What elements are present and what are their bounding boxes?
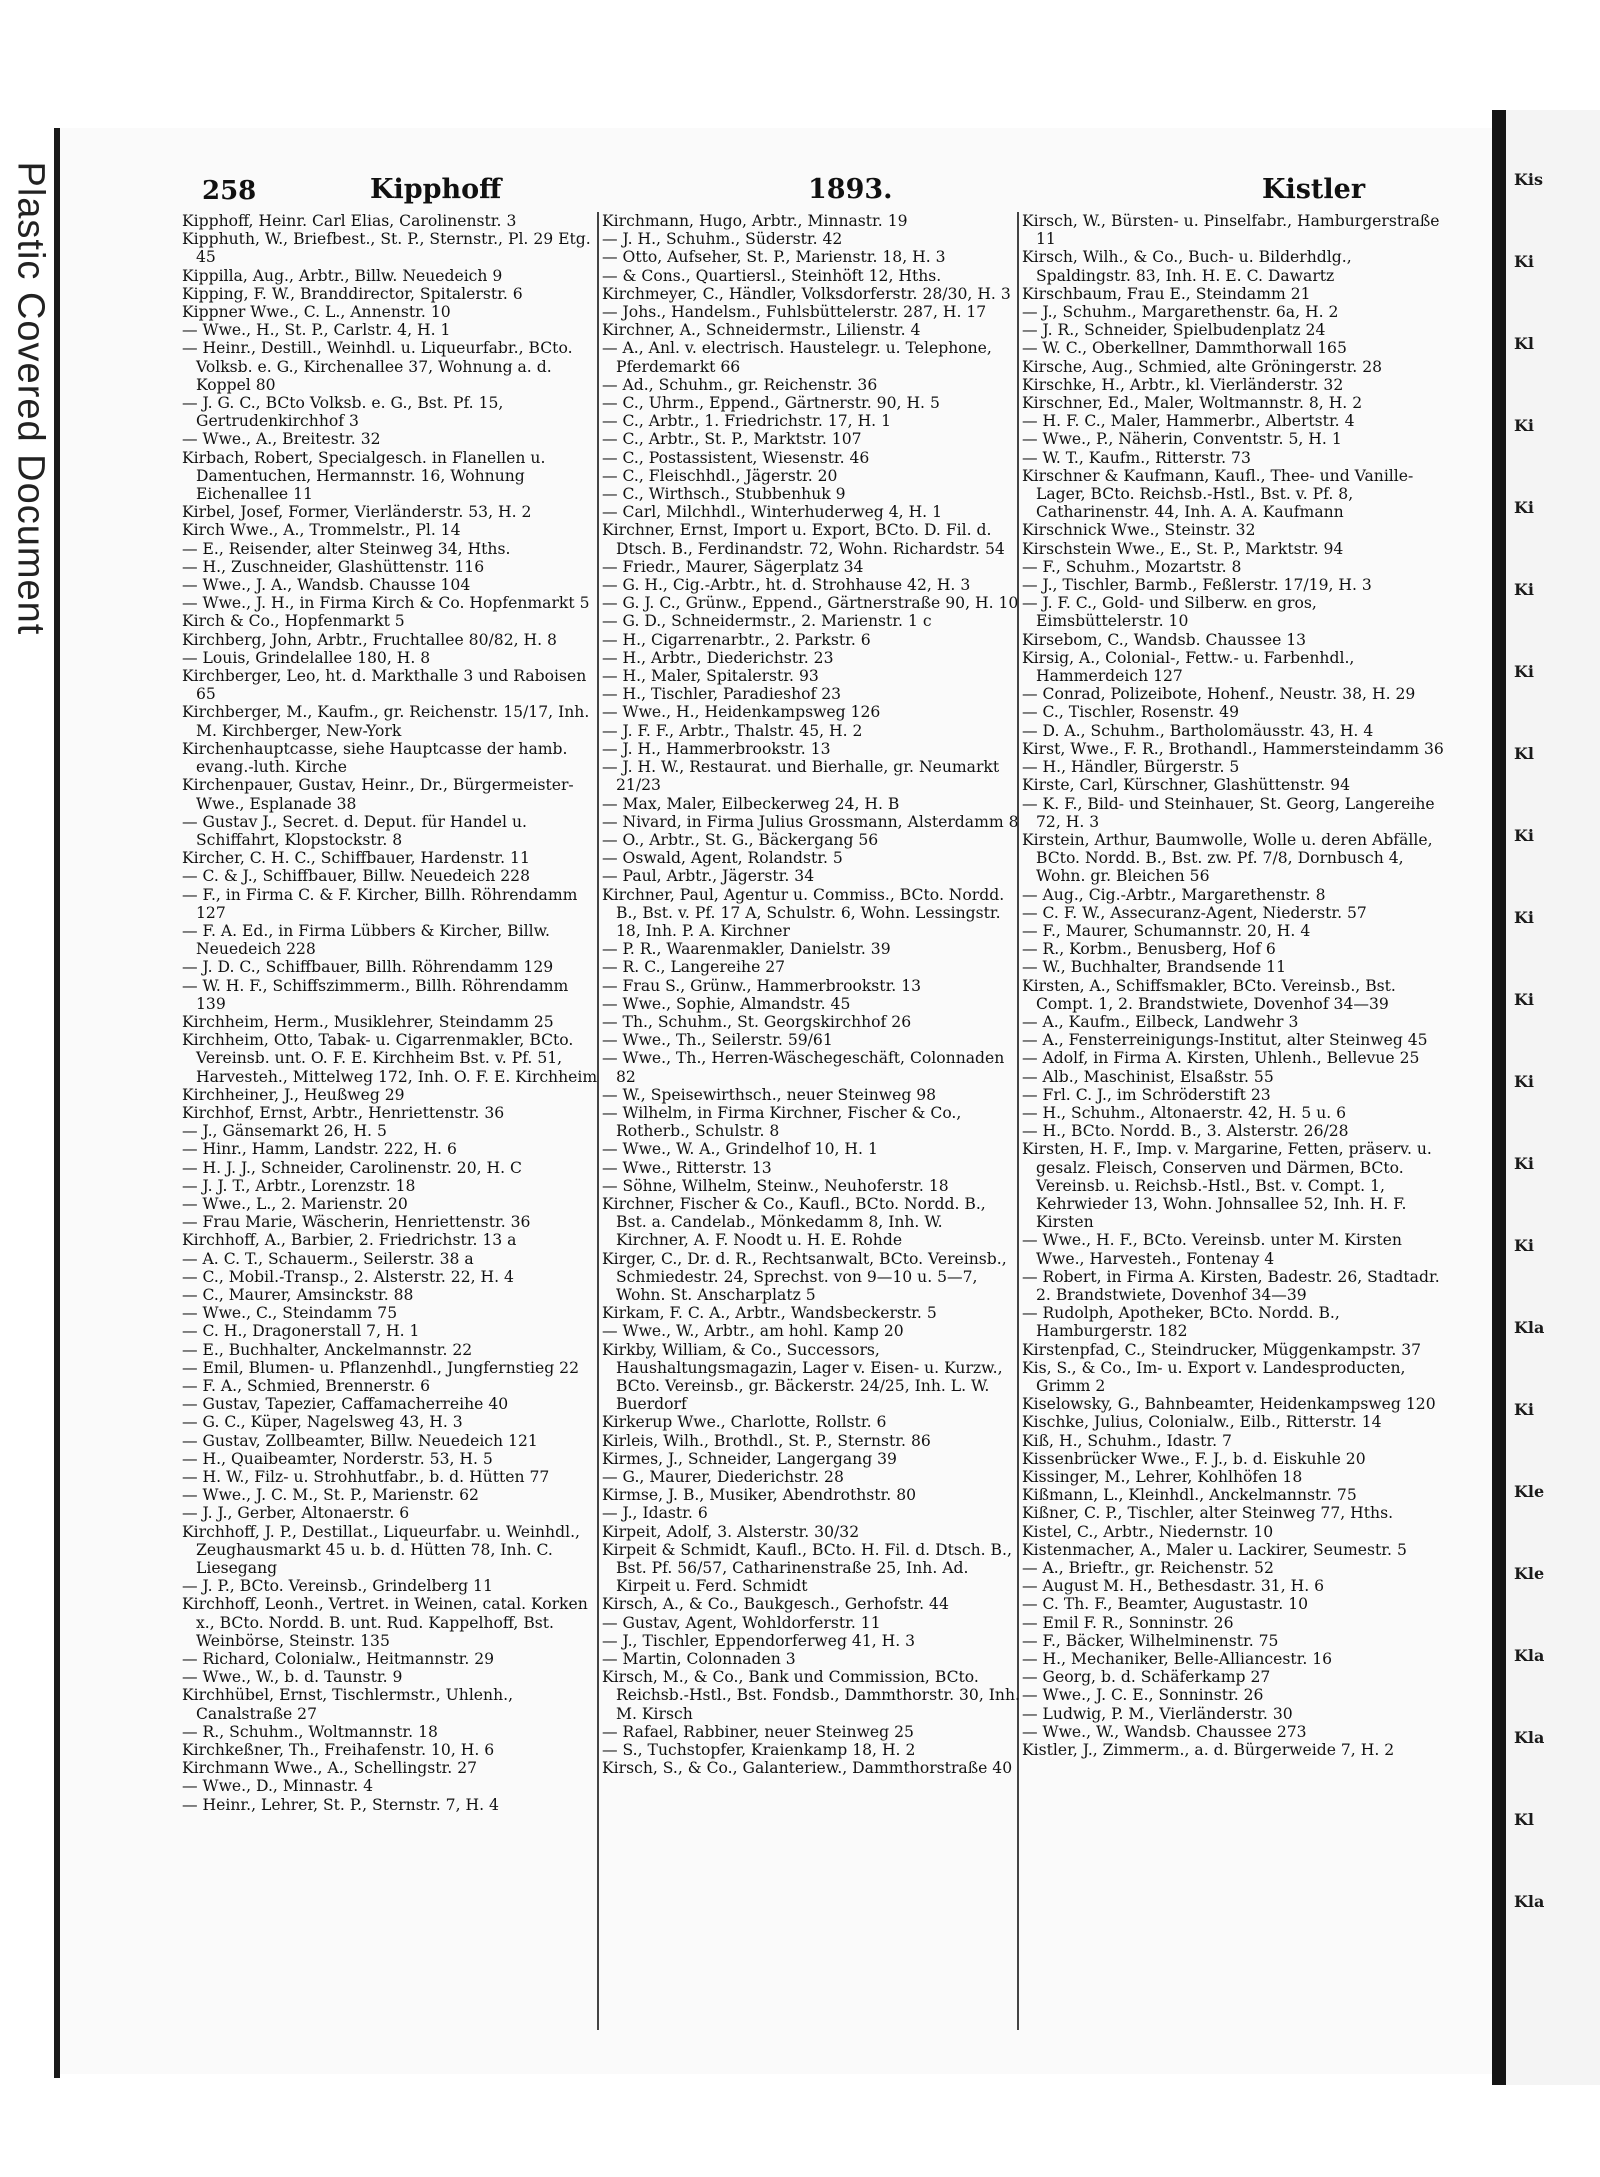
directory-entry: Kiselowsky, G., Bahnbeamter, Heidenkampsweg 120 bbox=[1022, 1395, 1436, 1414]
directory-entry: — J. F. C., Gold- und Silberw. en gros, Eimsbüttelerstr. 10 bbox=[1022, 594, 1317, 631]
directory-entry: Kistel, C., Arbtr., Niedernstr. 10 bbox=[1022, 1522, 1274, 1541]
adjacent-page-text: Ki bbox=[1514, 990, 1534, 1009]
directory-entry: — K. F., Bild- und Steinhauer, St. Georg, Langereihe 72, H. 3 bbox=[1022, 794, 1435, 831]
header-right-word: Kistler bbox=[1262, 174, 1366, 205]
directory-entry: — A., Anl. v. electrisch. Haustelegr. u. Telephone, Pferdemarkt 66 bbox=[602, 339, 992, 376]
directory-entry: — C., Fleischhdl., Jägerstr. 20 bbox=[602, 466, 838, 485]
directory-entry: — C., Arbtr., St. P., Marktstr. 107 bbox=[602, 430, 862, 449]
directory-entry: — Martin, Colonnaden 3 bbox=[602, 1650, 796, 1669]
adjacent-page-text: Kl bbox=[1514, 744, 1534, 763]
directory-entry: — Wwe., Th., Seilerstr. 59/61 bbox=[602, 1031, 833, 1050]
directory-entry: Kirpeit & Schmidt, Kaufl., BCto. H. Fil. d. Dtsch. B., Bst. Pf. 56/57, Catharinenstraße 25, Inh. Ad. Kirpeit u. Ferd. Schmidt bbox=[602, 1540, 1012, 1596]
directory-entry: Kirschke, H., Arbtr., kl. Vierländerstr. 32 bbox=[1022, 375, 1344, 394]
directory-entry: — R., Korbm., Benusberg, Hof 6 bbox=[1022, 940, 1276, 959]
directory-entry: — J., Gänsemarkt 26, H. 5 bbox=[182, 1122, 387, 1141]
directory-entry: — H., Zuschneider, Glashüttenstr. 116 bbox=[182, 557, 485, 576]
page-gutter bbox=[1492, 110, 1506, 2085]
directory-entry: Kirchmeyer, C., Händler, Volksdorferstr. 28/30, H. 3 bbox=[602, 284, 1011, 303]
header-year: 1893. bbox=[808, 174, 893, 205]
directory-entry: — Rudolph, Apotheker, BCto. Nordd. B., Hamburgerstr. 182 bbox=[1022, 1304, 1340, 1341]
directory-entry: — Wwe., Th., Herren-Wäschegeschäft, Colonnaden 82 bbox=[602, 1049, 1005, 1086]
adjacent-page-text: Kla bbox=[1514, 1892, 1545, 1911]
directory-entry: — Emil, Blumen- u. Pflanzenhdl., Jungfernstieg 22 bbox=[182, 1358, 580, 1377]
directory-entry: — C. F. W., Assecuranz-Agent, Niederstr. 57 bbox=[1022, 903, 1367, 922]
directory-entry: — Wwe., D., Minnastr. 4 bbox=[182, 1777, 374, 1796]
directory-entry: Kirstein, Arthur, Baumwolle, Wolle u. deren Abfälle, BCto. Nordd. B., Bst. zw. Pf. 7/8, Dornbusch 4, Wohn. gr. Bleichen 56 bbox=[1022, 830, 1433, 886]
directory-entry: — J., Idastr. 6 bbox=[602, 1504, 708, 1523]
page-header bbox=[100, 174, 1480, 214]
directory-entry: Kirchberg, John, Arbtr., Fruchtallee 80/82, H. 8 bbox=[182, 630, 557, 649]
directory-entry: Kipping, F. W., Branddirector, Spitalerstr. 6 bbox=[182, 284, 523, 303]
directory-entry: — Johs., Handelsm., Fuhlsbüttelerstr. 287, H. 17 bbox=[602, 303, 987, 322]
directory-entry: — Paul, Arbtr., Jägerstr. 34 bbox=[602, 867, 815, 886]
directory-entry: — C., Wirthsch., Stubbenhuk 9 bbox=[602, 485, 846, 504]
directory-entry: — A., Kaufm., Eilbeck, Landwehr 3 bbox=[1022, 1012, 1299, 1031]
directory-entry: — H., Tischler, Paradieshof 23 bbox=[602, 685, 842, 704]
directory-entry: — W. C., Oberkellner, Dammthorwall 165 bbox=[1022, 339, 1347, 358]
directory-entry: — C., Uhrm., Eppend., Gärtnerstr. 90, H. 5 bbox=[602, 394, 940, 413]
directory-entry: Kirchner, Fischer & Co., Kaufl., BCto. Nordd. B., Bst. a. Candelab., Mönkedamm 8, Inh. W. Kirchner, A. F. Noodt u. H. E. Rohde bbox=[602, 1194, 986, 1250]
directory-entry: — H., BCto. Nordd. B., 3. Alsterstr. 26/28 bbox=[1022, 1122, 1349, 1141]
directory-entry: Kircher, C. H. C., Schiffbauer, Hardenstr. 11 bbox=[182, 849, 530, 868]
directory-entry: — Wwe., Sophie, Almandstr. 45 bbox=[602, 994, 851, 1013]
directory-entry: — A., Brieftr., gr. Reichenstr. 52 bbox=[1022, 1559, 1274, 1578]
directory-entry: Kirbel, Josef, Former, Vierländerstr. 53, H. 2 bbox=[182, 503, 532, 522]
directory-entry: Kirschner & Kaufmann, Kaufl., Thee- und Vanille-Lager, BCto. Reichsb.-Hstl., Bst. v. Pf. 8, Catharinenstr. 44, Inh. A. A. Kaufmann bbox=[1022, 466, 1414, 522]
directory-entry: Kirch & Co., Hopfenmarkt 5 bbox=[182, 612, 405, 631]
directory-entry: Kirschstein Wwe., E., St. P., Marktstr. 94 bbox=[1022, 539, 1344, 558]
directory-entry: — Nivard, in Firma Julius Grossmann, Alsterdamm 8 bbox=[602, 812, 1019, 831]
directory-entry: Kissenbrücker Wwe., F. J., b. d. Eiskuhle 20 bbox=[1022, 1449, 1366, 1468]
directory-entry: — W., Buchhalter, Brandsende 11 bbox=[1022, 958, 1286, 977]
adjacent-page-text: Kl bbox=[1514, 1810, 1534, 1829]
scanner-margin bbox=[0, 0, 58, 2177]
directory-entry: — G., Maurer, Diederichstr. 28 bbox=[602, 1468, 844, 1487]
directory-entry: Kirkby, William, & Co., Successors, Haushaltungsmagazin, Lager v. Eisen- u. Kurzw., BCto. Vereinsb., gr. Bäckerstr. 24/25, Inh. L. W. Buerdorf bbox=[602, 1340, 1003, 1414]
directory-entry: Kirmse, J. B., Musiker, Abendrothstr. 80 bbox=[602, 1486, 917, 1505]
directory-entry: — Oswald, Agent, Rolandstr. 5 bbox=[602, 849, 843, 868]
directory-entry: — Rafael, Rabbiner, neuer Steinweg 25 bbox=[602, 1722, 914, 1741]
directory-column-2 bbox=[602, 212, 1020, 1777]
directory-entry: — Gustav J., Secret. d. Deput. für Handel u. Schiffahrt, Klopstockstr. 8 bbox=[182, 812, 527, 849]
directory-entry: — Georg, b. d. Schäferkamp 27 bbox=[1022, 1668, 1271, 1687]
directory-entry: — P. R., Waarenmakler, Danielstr. 39 bbox=[602, 940, 891, 959]
directory-entry: Kipphuth, W., Briefbest., St. P., Sternstr., Pl. 29 Etg. 45 bbox=[182, 230, 591, 267]
directory-entry: Kirsch, Wilh., & Co., Buch- u. Bilderhdlg., Spaldingstr. 83, Inh. H. E. C. Dawartz bbox=[1022, 248, 1352, 285]
adjacent-page-text: Kis bbox=[1514, 170, 1543, 189]
directory-entry: — J. H., Hammerbrookstr. 13 bbox=[602, 739, 831, 758]
directory-entry: — H., Maler, Spitalerstr. 93 bbox=[602, 667, 819, 686]
directory-entry: Kirsch, S., & Co., Galanteriew., Dammthorstraße 40 bbox=[602, 1759, 1013, 1778]
directory-entry: — Carl, Milchhdl., Winterhuderweg 4, H. 1 bbox=[602, 503, 943, 522]
directory-entry: — Wwe., P., Näherin, Conventstr. 5, H. 1 bbox=[1022, 430, 1342, 449]
directory-entry: — Ad., Schuhm., gr. Reichenstr. 36 bbox=[602, 375, 878, 394]
directory-entry: Kirchhoff, Leonh., Vertret. in Weinen, catal. Korken x., BCto. Nordd. B. unt. Rud. Kappelhoff, Bst. Weinbörse, Steinstr. 135 bbox=[182, 1595, 588, 1650]
directory-entry: — C., Postassistent, Wiesenstr. 46 bbox=[602, 448, 870, 467]
directory-entry: — H., Mechaniker, Belle-Alliancestr. 16 bbox=[1022, 1650, 1333, 1669]
directory-entry: — Wwe., A., Breitestr. 32 bbox=[182, 430, 381, 449]
adjacent-page-text: Ki bbox=[1514, 662, 1534, 681]
directory-entry: Kirkerup Wwe., Charlotte, Rollstr. 6 bbox=[602, 1413, 887, 1432]
directory-entry: Kirchheim, Otto, Tabak- u. Cigarrenmakler, BCto. Vereinsb. unt. O. F. E. Kirchheim Bst. v. Pf. 51, Harvesteh., Mittelweg 172, Inh. O. F. E. Kirchheim bbox=[182, 1031, 598, 1086]
directory-entry: — Wwe., C., Steindamm 75 bbox=[182, 1304, 398, 1323]
directory-entry: — C., Arbtr., 1. Friedrichstr. 17, H. 1 bbox=[602, 412, 892, 431]
directory-entry: — G. D., Schneidermstr., 2. Marienstr. 1 c bbox=[602, 612, 932, 631]
directory-entry: Kirschner, Ed., Maler, Woltmannstr. 8, H. 2 bbox=[1022, 394, 1363, 413]
directory-entry: Kirchenhauptcasse, siehe Hauptcasse der hamb. evang.-luth. Kirche bbox=[182, 739, 568, 777]
directory-entry: — Louis, Grindelallee 180, H. 8 bbox=[182, 648, 431, 667]
directory-entry: — Heinr., Lehrer, St. P., Sternstr. 7, H. 4 bbox=[182, 1795, 499, 1814]
adjacent-page-text: Ki bbox=[1514, 1072, 1534, 1091]
directory-entry: — Wwe., J. H., in Firma Kirch & Co. Hopfenmarkt 5 bbox=[182, 594, 590, 613]
directory-entry: — C., Maurer, Amsinckstr. 88 bbox=[182, 1285, 414, 1304]
directory-entry: — Richard, Colonialw., Heitmannstr. 29 bbox=[182, 1650, 495, 1669]
directory-entry: — H., Quaibeamter, Norderstr. 53, H. 5 bbox=[182, 1449, 493, 1468]
directory-entry: — Wwe., L., 2. Marienstr. 20 bbox=[182, 1194, 408, 1213]
directory-entry: Kirkam, F. C. A., Arbtr., Wandsbeckerstr. 5 bbox=[602, 1304, 937, 1323]
directory-entry: Kirchner, A., Schneidermstr., Lilienstr. 4 bbox=[602, 321, 921, 340]
directory-entry: Kirchhof, Ernst, Arbtr., Henriettenstr. 36 bbox=[182, 1103, 505, 1122]
directory-entry: Kirchheim, Herm., Musiklehrer, Steindamm 25 bbox=[182, 1012, 554, 1031]
side-label: Plastic Covered Document bbox=[9, 161, 52, 636]
directory-entry: — J. H. W., Restaurat. und Bierhalle, gr. Neumarkt 21/23 bbox=[602, 758, 1000, 795]
directory-entry: — J. F. F., Arbtr., Thalstr. 45, H. 2 bbox=[602, 721, 863, 740]
directory-entry: — Wwe., J. C. E., Sonninstr. 26 bbox=[1022, 1686, 1264, 1705]
directory-entry: — F., in Firma C. & F. Kircher, Billh. Röhrendamm 127 bbox=[182, 885, 578, 922]
adjacent-page-text: Ki bbox=[1514, 1154, 1534, 1173]
directory-entry: — J. G. C., BCto Volksb. e. G., Bst. Pf. 15, Gertrudenkirchhof 3 bbox=[182, 394, 504, 431]
directory-entry: Kistenmacher, A., Maler u. Lackirer, Seumestr. 5 bbox=[1022, 1540, 1407, 1559]
directory-entry: — A., Fensterreinigungs-Institut, alter Steinweg 45 bbox=[1022, 1031, 1428, 1050]
directory-entry: Kipphoff, Heinr. Carl Elias, Carolinenstr. 3 bbox=[182, 212, 517, 230]
adjacent-page-text: Kl bbox=[1514, 334, 1534, 353]
directory-entry: — H., Schuhm., Altonaerstr. 42, H. 5 u. 6 bbox=[1022, 1103, 1347, 1122]
adjacent-page-text: Kla bbox=[1514, 1318, 1545, 1337]
directory-entry: — Th., Schuhm., St. Georgskirchhof 26 bbox=[602, 1012, 912, 1031]
directory-entry: — Otto, Aufseher, St. P., Marienstr. 18, H. 3 bbox=[602, 248, 946, 267]
directory-entry: — Friedr., Maurer, Sägerplatz 34 bbox=[602, 557, 864, 576]
adjacent-page-text: Ki bbox=[1514, 416, 1534, 435]
directory-entry: — J. H., Schuhm., Süderstr. 42 bbox=[602, 230, 843, 249]
directory-entry: — Wwe., W., Wandsb. Chaussee 273 bbox=[1022, 1722, 1307, 1741]
directory-entry: — J. P., BCto. Vereinsb., Grindelberg 11 bbox=[182, 1577, 493, 1596]
directory-entry: Kippilla, Aug., Arbtr., Billw. Neuedeich 9 bbox=[182, 266, 503, 285]
directory-entry: — H. J. J., Schneider, Carolinenstr. 20, H. C bbox=[182, 1158, 522, 1177]
adjacent-page-text: Ki bbox=[1514, 498, 1534, 517]
directory-entry: — August M. H., Bethesdastr. 31, H. 6 bbox=[1022, 1577, 1325, 1596]
directory-entry: Kirste, Carl, Kürschner, Glashüttenstr. 94 bbox=[1022, 776, 1350, 795]
directory-entry: — Emil F. R., Sonninstr. 26 bbox=[1022, 1613, 1234, 1632]
directory-entry: — J. R., Schneider, Spielbudenplatz 24 bbox=[1022, 321, 1326, 340]
directory-entry: — Wwe., H. F., BCto. Vereinsb. unter M. Kirsten Wwe., Harvesteh., Fontenay 4 bbox=[1022, 1231, 1402, 1268]
directory-entry: — & Cons., Quartiersl., Steinhöft 12, Hths. bbox=[602, 266, 942, 285]
directory-entry: Kirstenpfad, C., Steindrucker, Müggenkampstr. 37 bbox=[1022, 1340, 1422, 1359]
directory-entry: Kirschnick Wwe., Steinstr. 32 bbox=[1022, 521, 1256, 540]
directory-entry: — Adolf, in Firma A. Kirsten, Uhlenh., Bellevue 25 bbox=[1022, 1049, 1420, 1068]
directory-entry: Kippner Wwe., C. L., Annenstr. 10 bbox=[182, 303, 451, 322]
directory-entry: — H., Händler, Bürgerstr. 5 bbox=[1022, 758, 1240, 777]
adjacent-page-text: Ki bbox=[1514, 580, 1534, 599]
directory-entry: Kirger, C., Dr. d. R., Rechtsanwalt, BCto. Vereinsb., Schmiedestr. 24, Sprechst. von 9—10 u. 5—7, Wohn. St. Anscharplatz 5 bbox=[602, 1249, 1007, 1304]
directory-entry: Kirchkeßner, Th., Freihafenstr. 10, H. 6 bbox=[182, 1741, 495, 1760]
directory-entry: — Hinr., Hamm, Landstr. 222, H. 6 bbox=[182, 1140, 457, 1159]
directory-entry: — Wwe., H., Heidenkampsweg 126 bbox=[602, 703, 881, 722]
directory-entry: Kirchmann Wwe., A., Schellingstr. 27 bbox=[182, 1759, 478, 1778]
directory-entry: — Frau Marie, Wäscherin, Henriettenstr. 36 bbox=[182, 1213, 531, 1232]
directory-entry: — F., Schuhm., Mozartstr. 8 bbox=[1022, 557, 1242, 576]
directory-entry: — Conrad, Polizeibote, Hohenf., Neustr. 38, H. 29 bbox=[1022, 685, 1416, 704]
directory-entry: — Wwe., W., Arbtr., am hohl. Kamp 20 bbox=[602, 1322, 904, 1341]
adjacent-page-text: Ki bbox=[1514, 826, 1534, 845]
directory-entry: — R., Schuhm., Woltmannstr. 18 bbox=[182, 1722, 438, 1741]
directory-entry: — H., Arbtr., Diederichstr. 23 bbox=[602, 648, 834, 667]
directory-entry: — Alb., Maschinist, Elsaßstr. 55 bbox=[1022, 1067, 1274, 1086]
directory-entry: — F. A. Ed., in Firma Lübbers & Kircher, Billw. Neuedeich 228 bbox=[182, 921, 551, 959]
directory-entry: Kißner, C. P., Tischler, alter Steinweg 77, Hths. bbox=[1022, 1504, 1394, 1523]
directory-entry: — H., Cigarrenarbtr., 2. Parkstr. 6 bbox=[602, 630, 871, 649]
directory-entry: Kirchner, Ernst, Import u. Export, BCto. D. Fil. d. Dtsch. B., Ferdinandstr. 72, Wohn. Richardstr. 54 bbox=[602, 521, 1005, 558]
directory-entry: Kirpeit, Adolf, 3. Alsterstr. 30/32 bbox=[602, 1522, 860, 1541]
header-left-word: Kipphoff bbox=[370, 174, 502, 205]
directory-entry: — J., Tischler, Barmb., Feßlerstr. 17/19, H. 3 bbox=[1022, 576, 1372, 595]
directory-entry: — G. H., Cig.-Arbtr., ht. d. Strohhause 42, H. 3 bbox=[602, 576, 971, 595]
directory-entry: Kirsebom, C., Wandsb. Chaussee 13 bbox=[1022, 630, 1307, 649]
directory-entry: Kirchhoff, A., Barbier, 2. Friedrichstr. 13 a bbox=[182, 1231, 517, 1250]
directory-entry: Kirchenpauer, Gustav, Heinr., Dr., Bürgermeister-Wwe., Esplanade 38 bbox=[182, 776, 574, 813]
directory-entry: — Wwe., J. A., Wandsb. Chausse 104 bbox=[182, 576, 471, 595]
directory-entry: — F. A., Schmied, Brennerstr. 6 bbox=[182, 1377, 431, 1395]
directory-entry: Kirchberger, Leo, ht. d. Markthalle 3 und Raboisen 65 bbox=[182, 667, 587, 704]
adjacent-page-text: Kla bbox=[1514, 1728, 1545, 1747]
directory-entry: — F., Bäcker, Wilhelminenstr. 75 bbox=[1022, 1631, 1279, 1650]
directory-entry: — O., Arbtr., St. G., Bäckergang 56 bbox=[602, 830, 879, 849]
directory-entry: Kirchner, Paul, Agentur u. Commiss., BCto. Nordd. B., Bst. v. Pf. 17 A, Schulstr. 6, Wohn. Lessingstr. 18, Inh. P. A. Kirchner bbox=[602, 885, 1005, 940]
adjacent-page-text: Kle bbox=[1514, 1482, 1545, 1501]
adjacent-page-text: Ki bbox=[1514, 252, 1534, 271]
directory-entry: Kirbach, Robert, Specialgesch. in Flanellen u. Damentuchen, Hermannstr. 16, Wohnung Eichenallee 11 bbox=[182, 448, 546, 504]
directory-entry: — Gustav, Agent, Wohldorferstr. 11 bbox=[602, 1613, 881, 1632]
directory-entry: Kiß, H., Schuhm., Idastr. 7 bbox=[1022, 1431, 1232, 1450]
directory-entry: Kirmes, J., Schneider, Langergang 39 bbox=[602, 1449, 897, 1468]
directory-entry: Kirchberger, M., Kaufm., gr. Reichenstr. 15/17, Inh. M. Kirchberger, New-York bbox=[182, 703, 590, 740]
directory-entry: Kirsten, H. F., Imp. v. Margarine, Fetten, präserv. u. gesalz. Fleisch, Conserven und Därmen, BCto. Vereinsb. u. Reichsb.-Hstl., Bst. v. Compt. 1, Kehrwieder 13, Wohn. Johnsallee 52, Inh. H. F. Kirsten bbox=[1022, 1140, 1432, 1232]
directory-entry: Kischke, Julius, Colonialw., Eilb., Ritterstr. 14 bbox=[1022, 1413, 1382, 1432]
directory-entry: — C., Tischler, Rosenstr. 49 bbox=[1022, 703, 1240, 722]
directory-entry: Kirchhübel, Ernst, Tischlermstr., Uhlenh., Canalstraße 27 bbox=[182, 1686, 514, 1723]
directory-entry: Kirsig, A., Colonial-, Fettw.- u. Farbenhdl., Hammerdeich 127 bbox=[1022, 648, 1355, 686]
directory-entry: Kissinger, M., Lehrer, Kohlhöfen 18 bbox=[1022, 1468, 1303, 1487]
directory-column-3 bbox=[1022, 212, 1448, 1759]
directory-entry: — Wwe., Ritterstr. 13 bbox=[602, 1158, 772, 1177]
adjacent-page-text: Ki bbox=[1514, 908, 1534, 927]
directory-entry: — J., Schuhm., Margarethenstr. 6a, H. 2 bbox=[1022, 303, 1339, 322]
directory-entry: Kirchmann, Hugo, Arbtr., Minnastr. 19 bbox=[602, 212, 908, 230]
directory-entry: Kirchheiner, J., Heußweg 29 bbox=[182, 1085, 405, 1104]
directory-entry: — J., Tischler, Eppendorferweg 41, H. 3 bbox=[602, 1631, 916, 1650]
directory-entry: — H. W., Filz- u. Strohhutfabr., b. d. Hütten 77 bbox=[182, 1468, 550, 1487]
directory-entry: — Aug., Cig.-Arbtr., Margarethenstr. 8 bbox=[1022, 885, 1326, 904]
directory-entry: Kirch Wwe., A., Trommelstr., Pl. 14 bbox=[182, 521, 461, 540]
page-number: 258 bbox=[202, 176, 257, 206]
directory-entry: Kirsche, Aug., Schmied, alte Gröningerstr. 28 bbox=[1022, 357, 1383, 376]
directory-entry: — Wilhelm, in Firma Kirchner, Fischer & Co., Rotherb., Schulstr. 8 bbox=[602, 1103, 962, 1141]
directory-entry: — Wwe., J. C. M., St. P., Marienstr. 62 bbox=[182, 1486, 479, 1505]
directory-entry: — C. & J., Schiffbauer, Billw. Neuedeich 228 bbox=[182, 867, 530, 886]
directory-entry: — Wwe., W., b. d. Taunstr. 9 bbox=[182, 1668, 403, 1687]
directory-entry: — Wwe., H., St. P., Carlstr. 4, H. 1 bbox=[182, 321, 451, 340]
directory-entry: — Heinr., Destill., Weinhdl. u. Liqueurfabr., BCto. Volksb. e. G., Kirchenallee 37, Wohnung a. d. Koppel 80 bbox=[182, 339, 573, 394]
directory-entry: — Frl. C. J., im Schröderstift 23 bbox=[1022, 1085, 1271, 1104]
directory-entry: — J. J., Gerber, Altonaerstr. 6 bbox=[182, 1504, 410, 1523]
directory-entry: — W. T., Kaufm., Ritterstr. 73 bbox=[1022, 448, 1251, 467]
directory-entry: Kirsch, M., & Co., Bank und Commission, BCto. Reichsb.-Hstl., Bst. Fondsb., Dammthorstr. 30, Inh. M. Kirsch bbox=[602, 1668, 1020, 1723]
directory-entry: Kirsch, A., & Co., Baukgesch., Gerhofstr. 44 bbox=[602, 1595, 949, 1614]
directory-entry: — C., Mobil.-Transp., 2. Alsterstr. 22, H. 4 bbox=[182, 1267, 514, 1286]
directory-entry: — Gustav, Zollbeamter, Billw. Neuedeich 121 bbox=[182, 1431, 538, 1450]
directory-entry: — Gustav, Tapezier, Caffamacherreihe 40 bbox=[182, 1395, 509, 1414]
directory-entry: Kirst, Wwe., F. R., Brothandl., Hammersteindamm 36 bbox=[1022, 739, 1444, 758]
directory-entry: — H. F. C., Maler, Hammerbr., Albertstr. 4 bbox=[1022, 412, 1355, 431]
directory-entry: — E., Reisender, alter Steinweg 34, Hths. bbox=[182, 539, 511, 558]
adjacent-page-text: Kla bbox=[1514, 1646, 1545, 1665]
directory-entry: Kirleis, Wilh., Brothdl., St. P., Sternstr. 86 bbox=[602, 1431, 931, 1450]
directory-entry: — Robert, in Firma A. Kirsten, Badestr. 26, Stadtadr. 2. Brandstwiete, Dovenhof 34—39 bbox=[1022, 1267, 1440, 1304]
directory-entry: — C. H., Dragonerstall 7, H. 1 bbox=[182, 1322, 420, 1341]
adjacent-page-text: Ki bbox=[1514, 1400, 1534, 1419]
directory-entry: Kißmann, L., Kleinhdl., Anckelmannstr. 75 bbox=[1022, 1486, 1357, 1505]
directory-entry: — J. D. C., Schiffbauer, Billh. Röhrendamm 129 bbox=[182, 958, 554, 977]
directory-entry: — J. J. T., Arbtr., Lorenzstr. 18 bbox=[182, 1176, 416, 1195]
directory-entry: — Max, Maler, Eilbeckerweg 24, H. B bbox=[602, 794, 900, 813]
directory-entry: — S., Tuchstopfer, Kraienkamp 18, H. 2 bbox=[602, 1741, 916, 1760]
directory-entry: — W., Speisewirthsch., neuer Steinweg 98 bbox=[602, 1085, 937, 1104]
adjacent-page-text: Kle bbox=[1514, 1564, 1545, 1583]
directory-entry: Kis, S., & Co., Im- u. Export v. Landesproducten, Grimm 2 bbox=[1022, 1358, 1406, 1395]
directory-entry: Kirsch, W., Bürsten- u. Pinselfabr., Hamburgerstraße 11 bbox=[1022, 212, 1440, 249]
directory-entry: — C. Th. F., Beamter, Augustastr. 10 bbox=[1022, 1595, 1309, 1614]
directory-entry: — Wwe., W. A., Grindelhof 10, H. 1 bbox=[602, 1140, 878, 1159]
directory-entry: — F., Maurer, Schumannstr. 20, H. 4 bbox=[1022, 921, 1311, 940]
directory-entry: — Ludwig, P. M., Vierländerstr. 30 bbox=[1022, 1704, 1293, 1723]
adjacent-page-text: Ki bbox=[1514, 1236, 1534, 1255]
directory-entry: Kirschbaum, Frau E., Steindamm 21 bbox=[1022, 284, 1311, 303]
directory-entry: — A. C. T., Schauerm., Seilerstr. 38 a bbox=[182, 1249, 474, 1268]
directory-entry: — G. C., Küper, Nagelsweg 43, H. 3 bbox=[182, 1413, 463, 1432]
directory-entry: — R. C., Langereihe 27 bbox=[602, 958, 786, 977]
directory-column-1 bbox=[182, 212, 600, 1814]
directory-entry: Kistler, J., Zimmerm., a. d. Bürgerweide 7, H. 2 bbox=[1022, 1741, 1395, 1760]
directory-entry: — G. J. C., Grünw., Eppend., Gärtnerstraße 90, H. 10 bbox=[602, 594, 1019, 613]
directory-entry: — W. H. F., Schiffszimmerm., Billh. Röhrendamm 139 bbox=[182, 976, 569, 1013]
directory-entry: — Frau S., Grünw., Hammerbrookstr. 13 bbox=[602, 976, 922, 995]
directory-entry: — E., Buchhalter, Anckelmannstr. 22 bbox=[182, 1340, 473, 1359]
directory-entry: Kirchhoff, J. P., Destillat., Liqueurfabr. u. Weinhdl., Zeughausmarkt 45 u. b. d. Hütten 78, Inh. C. Liesegang bbox=[182, 1522, 580, 1578]
directory-entry: — D. A., Schuhm., Bartholomäusstr. 43, H. 4 bbox=[1022, 721, 1374, 740]
directory-entry: Kirsten, A., Schiffsmakler, BCto. Vereinsb., Bst. Compt. 1, 2. Brandstwiete, Dovenhof 34—39 bbox=[1022, 976, 1396, 1013]
adjacent-page-fragment bbox=[1506, 110, 1600, 2085]
directory-entry: — Söhne, Wilhelm, Steinw., Neuhoferstr. 18 bbox=[602, 1176, 949, 1195]
